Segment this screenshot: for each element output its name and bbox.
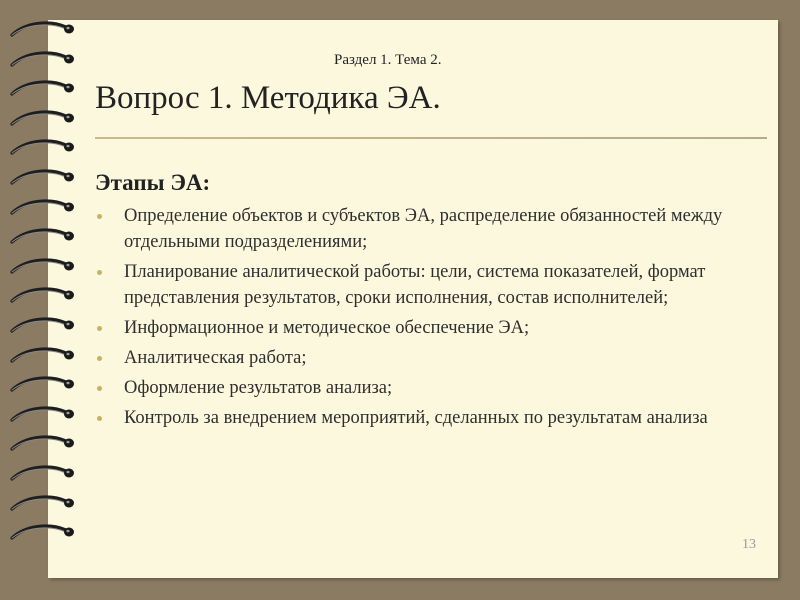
spiral-ring-icon bbox=[6, 48, 74, 72]
slide-title: Вопрос 1. Методика ЭА. bbox=[95, 80, 441, 116]
list-item bbox=[95, 405, 765, 431]
spiral-ring-icon bbox=[6, 314, 74, 338]
bullet-icon bbox=[97, 326, 102, 331]
spiral-ring-icon bbox=[6, 255, 74, 279]
bullet-icon bbox=[97, 270, 102, 275]
list-item-text: Аналитическая работа; bbox=[124, 348, 307, 368]
list-item-text: Оформление результатов анализа; bbox=[124, 378, 393, 398]
spiral-ring-icon bbox=[6, 344, 74, 368]
list-item bbox=[95, 375, 765, 401]
list-item-text: Информационное и методическое обеспечение ЭА; bbox=[124, 318, 530, 338]
bullet-icon bbox=[97, 416, 102, 421]
list-item-text: Планирование аналитической работы: цели, система показателей, формат представления результатов, сроки исполнения, состав исполнителей; bbox=[124, 262, 706, 308]
list-item bbox=[95, 345, 765, 371]
title-divider bbox=[95, 137, 767, 139]
spiral-ring-icon bbox=[6, 136, 74, 160]
spiral-ring-icon bbox=[6, 521, 74, 545]
spiral-ring-icon bbox=[6, 462, 74, 486]
spiral-ring-icon bbox=[6, 77, 74, 101]
spiral-ring-icon bbox=[6, 492, 74, 516]
spiral-ring-icon bbox=[6, 107, 74, 131]
section-label: Раздел 1. Тема 2. bbox=[334, 52, 442, 68]
list-item bbox=[95, 259, 765, 311]
spiral-ring-icon bbox=[6, 373, 74, 397]
spiral-ring-icon bbox=[6, 284, 74, 308]
spiral-ring-icon bbox=[6, 403, 74, 427]
spiral-ring-icon bbox=[6, 225, 74, 249]
bullet-icon bbox=[97, 386, 102, 391]
spiral-ring-icon bbox=[6, 196, 74, 220]
page-number: 13 bbox=[742, 537, 756, 552]
list-item-text: Контроль за внедрением мероприятий, сделанных по результатам анализа bbox=[124, 408, 708, 428]
bullet-icon bbox=[97, 214, 102, 219]
stages-list bbox=[95, 203, 765, 435]
spiral-ring-icon bbox=[6, 18, 74, 42]
spiral-ring-icon bbox=[6, 166, 74, 190]
spiral-ring-icon bbox=[6, 432, 74, 456]
list-item bbox=[95, 315, 765, 341]
bullet-icon bbox=[97, 356, 102, 361]
stages-heading: Этапы ЭА: bbox=[95, 170, 211, 195]
list-item-text: Определение объектов и субъектов ЭА, распределение обязанностей между отдельными подразделениями; bbox=[124, 206, 723, 252]
list-item bbox=[95, 203, 765, 255]
